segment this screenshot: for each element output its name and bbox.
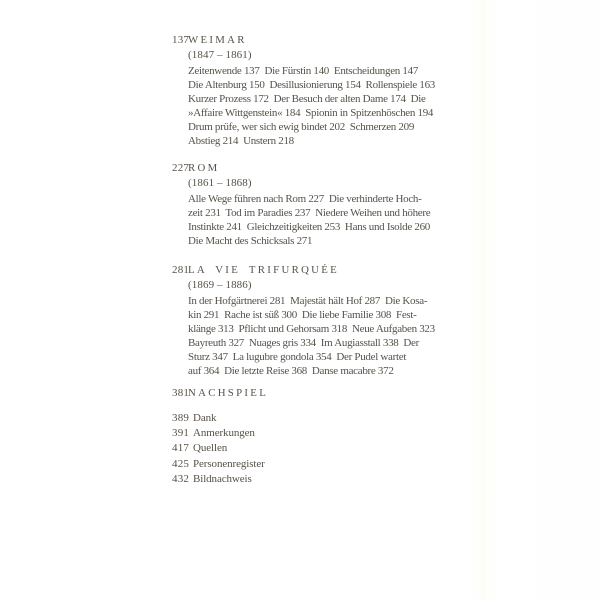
backmatter-row (172, 457, 472, 472)
toc-entry-line: klänge 313 Pflicht und Gehorsam 318 Neue Aufgaben 323 (188, 323, 435, 335)
section-entries (188, 64, 472, 148)
section-entries (188, 192, 472, 248)
section-heading (172, 33, 472, 47)
section-heading (172, 386, 472, 400)
toc-entry-line: Drum prüfe, wer sich ewig bindet 202 Schmerzen 209 (188, 121, 415, 133)
toc-entry-line: Zeitenwende 137 Die Fürstin 140 Entscheidungen 147 (188, 65, 419, 77)
backmatter-label: Anmerkungen (193, 427, 255, 440)
section-date-range: (1869 – 1886) (188, 279, 252, 291)
section-heading (172, 263, 472, 277)
backmatter-page-number: 391 (172, 427, 190, 440)
section-page-number: 137 (172, 34, 190, 46)
section-title: ROM (188, 162, 220, 174)
toc-section-weimar (172, 33, 472, 148)
toc-section-rom (172, 161, 472, 248)
toc-entry-line: auf 364 Die letzte Reise 368 Danse macabre 372 (188, 365, 394, 377)
backmatter-row (172, 441, 472, 456)
section-title: LA VIE TRIFURQUÉE (188, 264, 340, 276)
toc-entry-line: Instinkte 241 Gleichzeitigkeiten 253 Hans und Isolde 260 (188, 221, 430, 233)
section-heading (172, 161, 472, 175)
toc-entry-line: Abstieg 214 Unstern 218 (188, 135, 294, 147)
section-title: NACHSPIEL (188, 387, 269, 399)
section-entries (188, 294, 472, 378)
backmatter-label: Dank (193, 412, 217, 424)
toc-entry-line: Kurzer Prozess 172 Der Besuch der alten Dame 174 Die (188, 93, 426, 105)
backmatter-page-number: 432 (172, 472, 190, 485)
backmatter-page-number: 389 (172, 412, 190, 424)
toc-entry-line: Bayreuth 327 Nuages gris 334 Im Augiasstall 338 Der (188, 337, 419, 349)
toc-entry-line: kin 291 Rache ist süß 300 Die liebe Familie 308 Fest- (188, 309, 417, 321)
section-date-range: (1847 – 1861) (188, 49, 252, 61)
backmatter-page-number: 417 (172, 442, 190, 455)
section-page-number: 281 (172, 264, 190, 276)
backmatter-row (172, 472, 472, 487)
backmatter-label: Quellen (193, 442, 228, 455)
toc-entry-line: In der Hofgärtnerei 281 Majestät hält Hof 287 Die Kosa- (188, 295, 428, 307)
backmatter-row (172, 426, 472, 441)
toc-entry-line: Die Altenburg 150 Desillusionierung 154 Rollenspiele 163 (188, 79, 435, 91)
toc-section-la-vie-trifurquee (172, 263, 472, 378)
section-page-number: 227 (172, 162, 190, 174)
toc-entry-line: Alle Wege führen nach Rom 227 Die verhinderte Hoch- (188, 193, 422, 205)
section-date-range: (1861 – 1868) (188, 177, 252, 189)
toc-entry-line: zeit 231 Tod im Paradies 237 Niedere Weihen und höhere (188, 207, 431, 219)
backmatter-list (172, 411, 472, 487)
toc-section-nachspiel (172, 386, 472, 400)
backmatter-label: Bildnachweis (193, 472, 252, 485)
backmatter-page-number: 425 (172, 457, 190, 470)
backmatter-label: Personenregister (193, 457, 265, 470)
section-page-number: 381 (172, 387, 190, 399)
toc-entry-line: Sturz 347 La lugubre gondola 354 Der Pudel wartet (188, 351, 407, 363)
section-title: WEIMAR (188, 34, 247, 46)
toc-entry-line: Die Macht des Schicksals 271 (188, 235, 313, 247)
backmatter-row (172, 411, 472, 426)
toc-entry-line: »Affaire Wittgenstein« 184 Spionin in Spitzenhöschen 194 (188, 107, 434, 119)
